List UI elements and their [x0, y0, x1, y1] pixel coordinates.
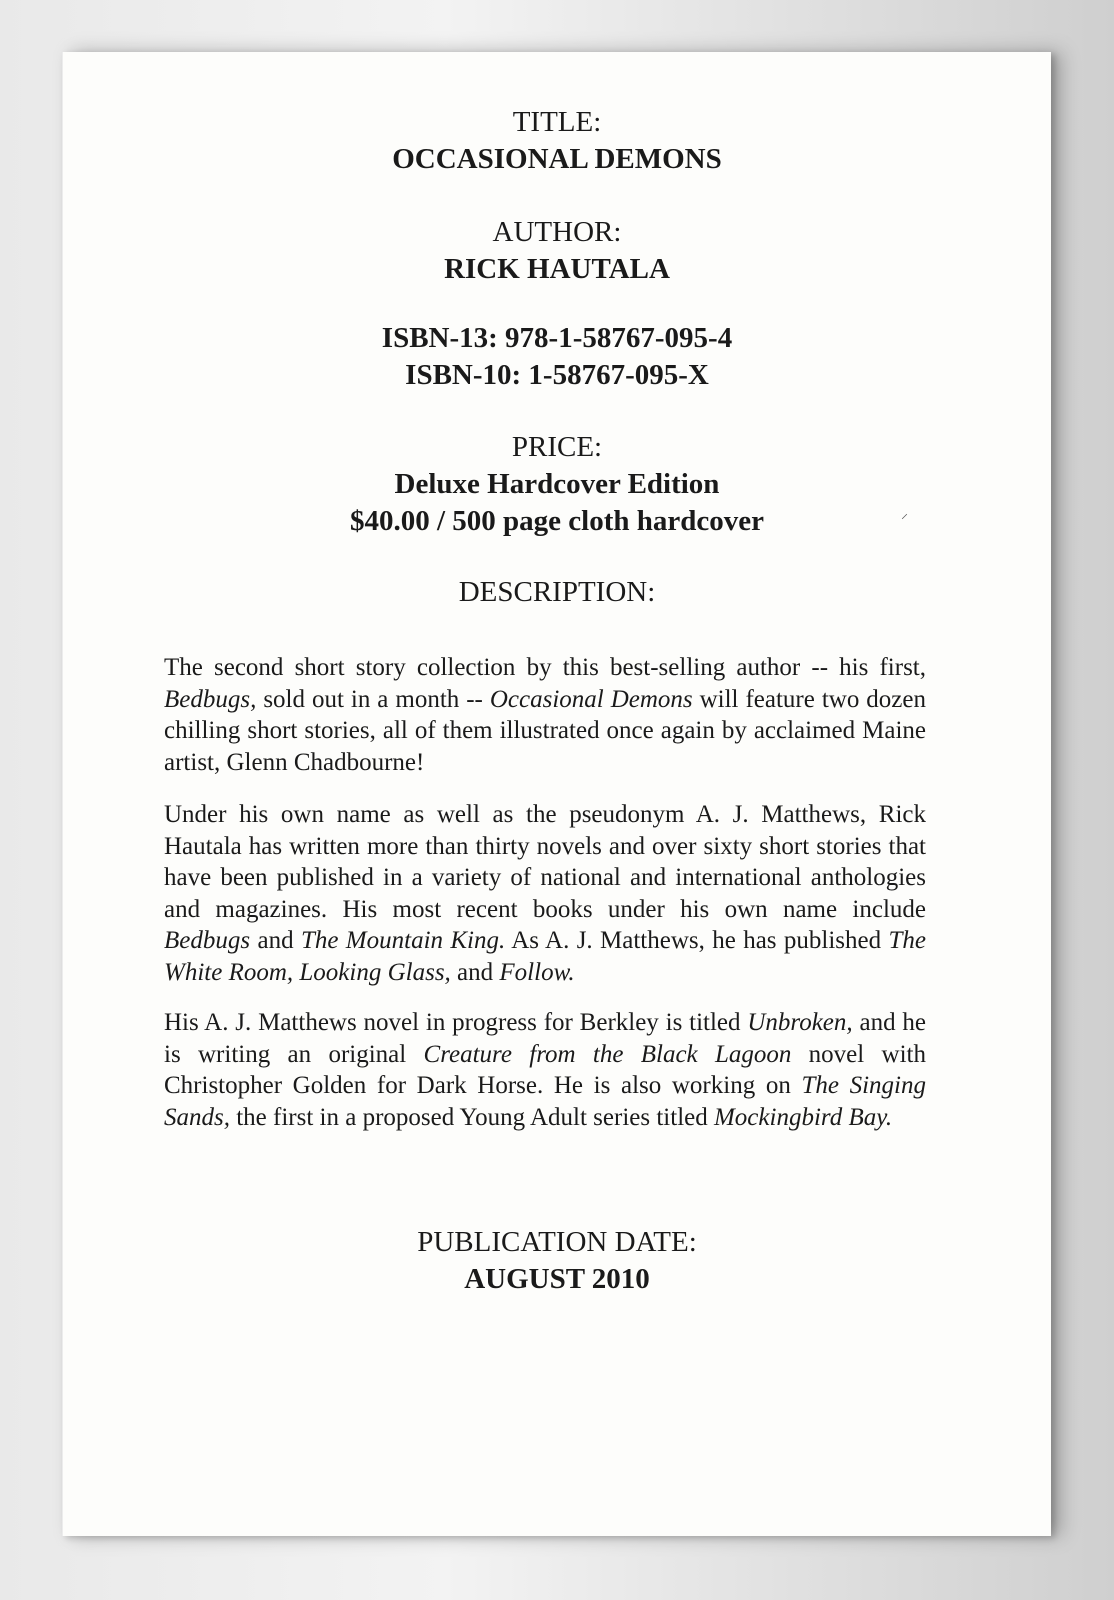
description-paragraph-2: [164, 799, 926, 988]
p1-text-a: The second short story collection by this best-selling author -- his first,: [164, 654, 926, 681]
p2-italic-mountain-king: The Mountain King.: [300, 927, 506, 954]
p1-italic-occasional-demons: Occasional Demons: [489, 685, 693, 713]
isbn-13: ISBN-13: 978-1-58767-095-4: [381, 322, 733, 354]
title-section: [63, 104, 1051, 178]
title-value: OCCASIONAL DEMONS: [392, 143, 722, 175]
price-edition: Deluxe Hardcover Edition: [394, 468, 720, 500]
document-page: [62, 52, 1051, 1536]
p3-italic-creature: Creature from the Black Lagoon: [423, 1040, 792, 1068]
p2-text-g: and: [450, 958, 500, 986]
description-section: [63, 574, 1051, 611]
p2-italic-follow: Follow.: [499, 958, 575, 986]
p2-italic-white-room: The White Room, Looking Glass,: [164, 927, 926, 986]
pen-mark-icon: ⸝: [901, 507, 908, 522]
p2-text-e: As A. J. Matthews, he has published: [505, 927, 889, 954]
p3-text-g: the first in a proposed Young Adult series titled: [229, 1103, 714, 1131]
title-label: TITLE:: [512, 106, 602, 138]
description-paragraph-3: [164, 1007, 926, 1133]
p2-text-a: Under his own name as well as the pseudonym A. J. Matthews, Rick Hautala has written more than thirty novels and over sixty short stories that have been published in a variety of national and international anthologies and magazines. His most recent books under his own name include: [164, 801, 926, 923]
author-section: [63, 214, 1051, 288]
price-section: [63, 429, 1051, 540]
author-value: RICK HAUTALA: [444, 253, 670, 285]
p3-text-a: His A. J. Matthews novel in progress for Berkley is titled: [164, 1009, 748, 1036]
isbn-10: ISBN-10: 1-58767-095-X: [405, 359, 709, 391]
price-value: $40.00 / 500 page cloth hardcover: [349, 505, 764, 537]
description-paragraph-1: [164, 652, 926, 778]
p3-text-c: and he is writing an original: [164, 1009, 926, 1068]
isbn-section: [63, 320, 1051, 394]
pubdate-value: AUGUST 2010: [464, 1263, 650, 1295]
p3-text-e: novel with Christopher Golden for Dark Horse. He is also working on: [164, 1040, 926, 1099]
p1-italic-bedbugs: Bedbugs,: [164, 685, 257, 713]
p2-text-c: and: [250, 927, 301, 954]
author-label: AUTHOR:: [492, 216, 622, 248]
p3-italic-mockingbird-bay: Mockingbird Bay.: [713, 1103, 893, 1131]
p1-text-c: sold out in a month --: [256, 685, 490, 713]
pubdate-section: [63, 1224, 1051, 1298]
p2-italic-bedbugs: Bedbugs: [164, 927, 251, 954]
pubdate-label: PUBLICATION DATE:: [417, 1226, 697, 1258]
p1-text-e: will feature two dozen chilling short stories, all of them illustrated once again by acclaimed Maine artist, Glenn Chadbourne!: [164, 685, 926, 776]
p3-italic-unbroken: Unbroken,: [747, 1009, 853, 1036]
description-label: DESCRIPTION:: [458, 576, 656, 608]
price-label: PRICE:: [511, 431, 603, 463]
p3-italic-singing-sands: The Singing Sands,: [164, 1072, 926, 1131]
